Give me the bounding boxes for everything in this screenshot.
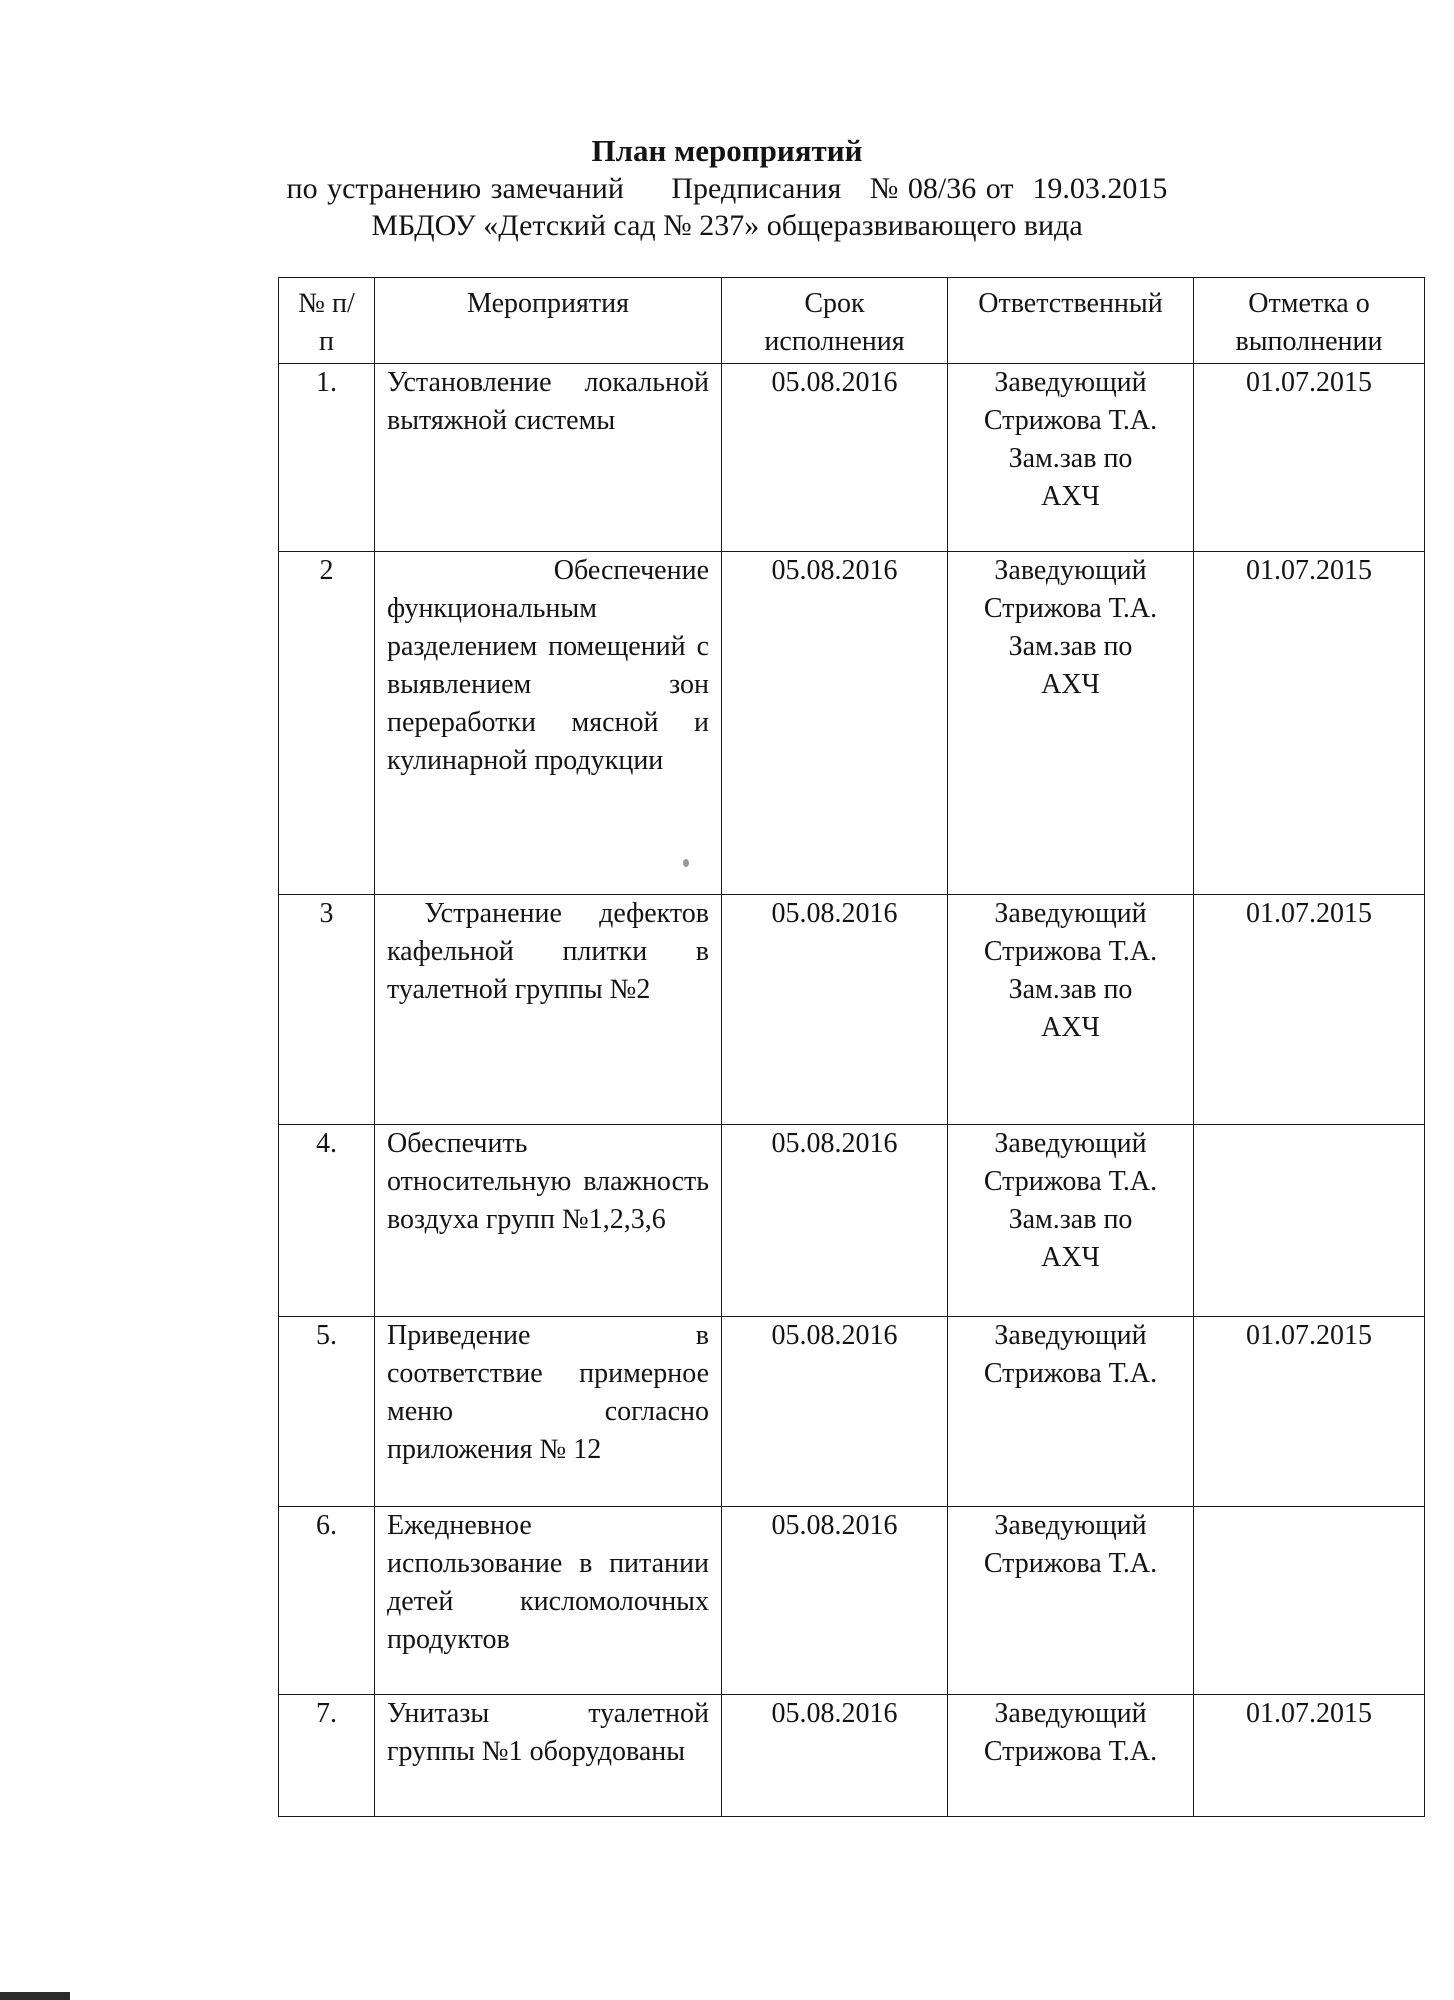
row-activity: Унитазы туалетной группы №1 оборудованы [375, 1695, 722, 1817]
row-deadline: 05.08.2016 [722, 1317, 948, 1507]
row-number: 3 [279, 895, 375, 1125]
row-number: 6. [279, 1507, 375, 1695]
header-deadline: Срок исполнения [722, 278, 948, 364]
table-body [279, 364, 1425, 1817]
row-activity: Установление локальной вытяжной системы [375, 364, 722, 552]
row-activity: Приведение в соответствие примерное меню согласно приложения № 12 [375, 1317, 722, 1507]
row-completion-mark: 01.07.2015 [1194, 895, 1425, 1125]
responsible-line: Стрижова Т.А. [983, 936, 1158, 967]
responsible-line: АХЧ [1041, 669, 1100, 700]
row-completion-mark: 01.07.2015 [1194, 1695, 1425, 1817]
organization-line: МБДОУ «Детский сад № 237» общеразвивающего вида [371, 209, 1083, 242]
responsible-line: АХЧ [1041, 1012, 1100, 1043]
header-num: № п/п [279, 278, 375, 364]
row-activity: Ежедневное использование в питании детей кисломолочных продуктов [375, 1507, 722, 1695]
row-number: 2 [279, 552, 375, 895]
header-activity: Мероприятия [375, 278, 722, 364]
responsible-line: Стрижова Т.А. [983, 1166, 1158, 1197]
document-subtitle: по устранению замечаний Предписания № 08/36 от 19.03.2015 [286, 172, 1168, 205]
row-deadline: 05.08.2016 [722, 552, 948, 895]
row-responsible [948, 895, 1194, 1125]
row-deadline: 05.08.2016 [722, 1507, 948, 1695]
row-completion-mark [1194, 1125, 1425, 1317]
row-deadline: 05.08.2016 [722, 364, 948, 552]
responsible-line: АХЧ [1041, 1242, 1100, 1273]
row-activity: Обеспечить относительную влажность воздуха групп №1,2,3,6 [375, 1125, 722, 1317]
row-number: 7. [279, 1695, 375, 1817]
responsible-line: Зам.зав по [1008, 1204, 1133, 1235]
row-completion-mark: 01.07.2015 [1194, 1317, 1425, 1507]
row-number: 4. [279, 1125, 375, 1317]
responsible-line: АХЧ [1041, 481, 1100, 512]
row-completion-mark: 01.07.2015 [1194, 364, 1425, 552]
row-deadline: 05.08.2016 [722, 1695, 948, 1817]
scan-edge-mark [0, 1992, 70, 2000]
document-title: План мероприятий [591, 133, 863, 168]
row-deadline: 05.08.2016 [722, 1125, 948, 1317]
row-completion-mark: 01.07.2015 [1194, 552, 1425, 895]
responsible-line: Заведующий [994, 1510, 1147, 1541]
responsible-line: Зам.зав по [1008, 974, 1133, 1005]
row-deadline: 05.08.2016 [722, 895, 948, 1125]
header-completion: Отметка о выполнении [1194, 278, 1425, 364]
header-responsible: Ответственный [948, 278, 1194, 364]
table-row [279, 1695, 1425, 1817]
row-activity: Устранение дефектов кафельной плитки в туалетной группы №2 [375, 895, 722, 1125]
row-completion-mark [1194, 1507, 1425, 1695]
responsible-line: Стрижова Т.А. [983, 593, 1158, 624]
table-row [279, 364, 1425, 552]
table-header-row [279, 278, 1425, 364]
responsible-line: Заведующий [994, 367, 1147, 398]
row-number: 5. [279, 1317, 375, 1507]
responsible-line: Стрижова Т.А. [983, 1736, 1158, 1767]
table-row [279, 1317, 1425, 1507]
responsible-line: Заведующий [994, 1320, 1147, 1351]
responsible-line: Зам.зав по [1008, 443, 1133, 474]
responsible-line: Стрижова Т.А. [983, 1548, 1158, 1579]
responsible-line: Заведующий [994, 898, 1147, 929]
responsible-line: Стрижова Т.А. [983, 405, 1158, 436]
row-responsible [948, 364, 1194, 552]
row-responsible [948, 1317, 1194, 1507]
activity-plan-table [278, 277, 1425, 1817]
scan-speck [683, 859, 689, 867]
table-row [279, 1125, 1425, 1317]
row-responsible [948, 1125, 1194, 1317]
row-activity: Обеспечение функциональным разделением помещений с выявлением зон переработки мясной и кулинарной продукции [375, 552, 722, 895]
table-row [279, 1507, 1425, 1695]
table-row [279, 895, 1425, 1125]
row-responsible [948, 1507, 1194, 1695]
table-row [279, 552, 1425, 895]
row-responsible [948, 1695, 1194, 1817]
row-number: 1. [279, 364, 375, 552]
responsible-line: Заведующий [994, 1698, 1147, 1729]
responsible-line: Заведующий [994, 1128, 1147, 1159]
responsible-line: Зам.зав по [1008, 631, 1133, 662]
responsible-line: Заведующий [994, 555, 1147, 586]
row-responsible [948, 552, 1194, 895]
responsible-line: Стрижова Т.А. [983, 1358, 1158, 1389]
